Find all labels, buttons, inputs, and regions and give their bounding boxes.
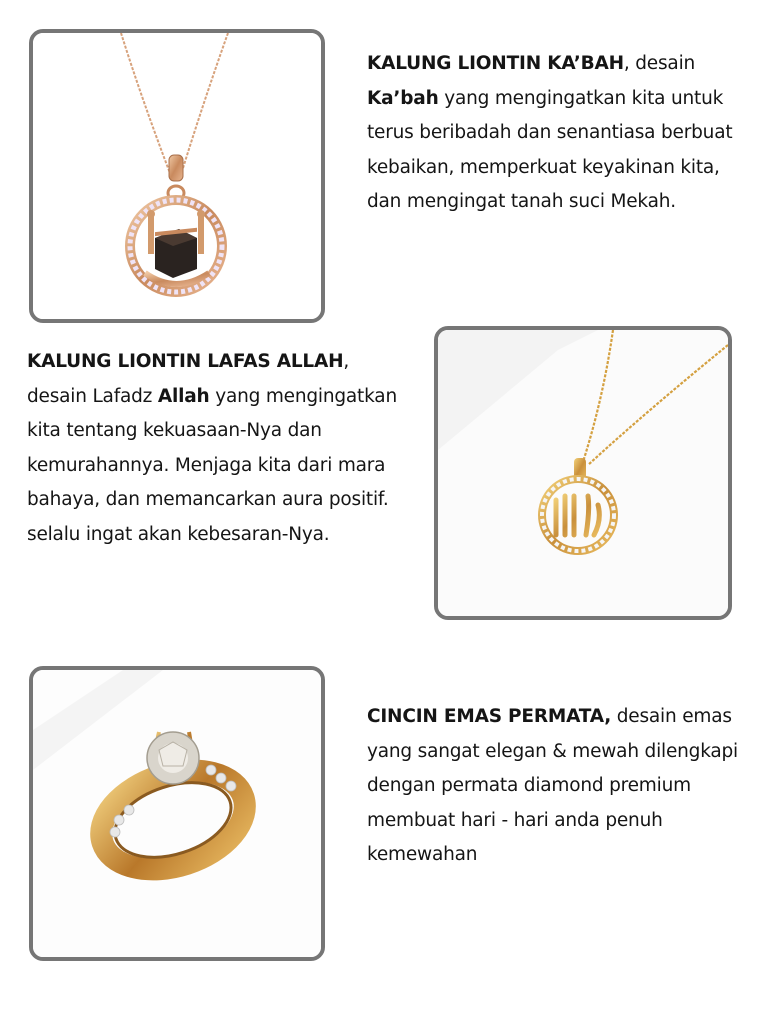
allah-pendant-name: KALUNG LIONTIN LAFAS ALLAH — [27, 351, 344, 372]
kaaba-pendant-description: KALUNG LIONTIN KA’BAH, desain Ka’bah yang mengingatkan kita untuk terus beribadah dan senantiasa berbuat kebaikan, memperkuat keyakinan kita, dan mengingat tanah suci Mekah. — [367, 53, 733, 212]
gemstone-ring-name: CINCIN EMAS PERMATA, — [367, 706, 612, 727]
gemstone-ring-photo — [29, 666, 325, 961]
kaaba-pendant-illustration — [33, 33, 321, 319]
allah-pendant-description: KALUNG LIONTIN LAFAS ALLAH, desain Lafadz Allah yang mengingatkan kita tentang kekuasaan-Nya dan kemurahannya. Menjaga kita dari mara bahaya, dan memancarkan aura positif. selalu ingat akan kebesaran-Nya. — [27, 351, 397, 545]
kaaba-pendant-photo — [29, 29, 325, 323]
kaaba-pendant-name: KALUNG LIONTIN KA’BAH — [367, 53, 624, 74]
gemstone-ring-illustration — [33, 670, 321, 957]
gemstone-ring-description: CINCIN EMAS PERMATA, desain emas yang sangat elegan & mewah dilengkapi dengan permata diamond premium membuat hari - hari anda penuh kemewahan — [367, 706, 739, 865]
allah-pendant-illustration — [438, 330, 728, 616]
allah-pendant-photo — [434, 326, 732, 620]
